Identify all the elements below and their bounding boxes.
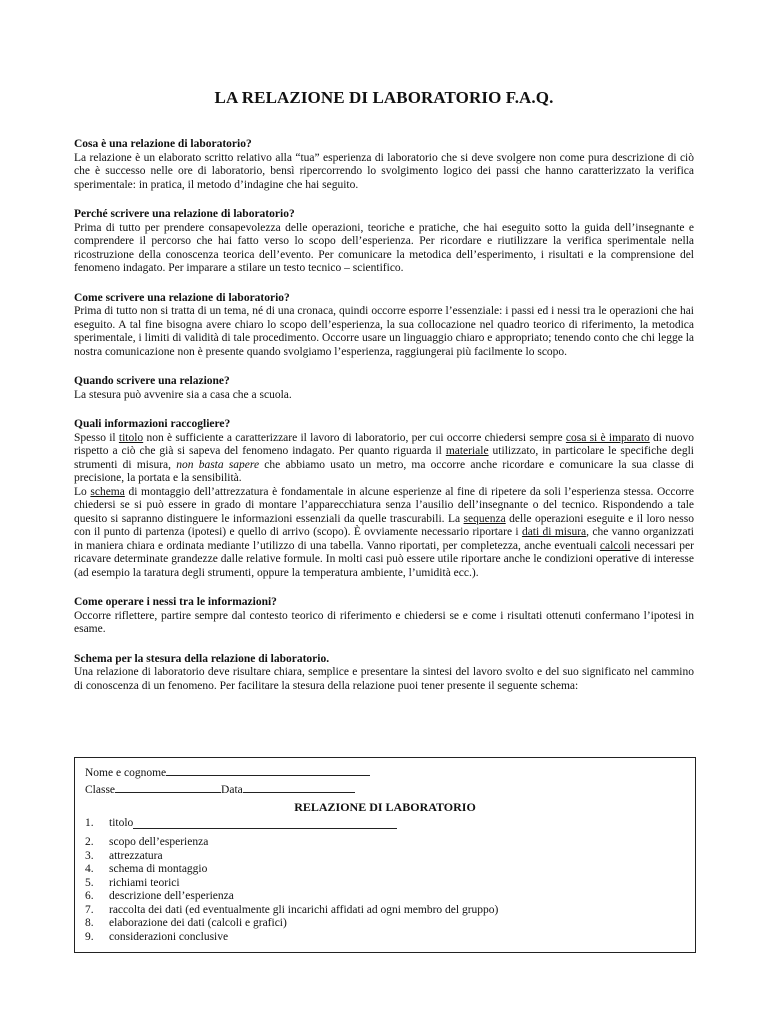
item-number: 7. bbox=[85, 903, 94, 916]
name-row bbox=[85, 764, 685, 781]
section-paragraph: La stesura può avvenire sia a casa che a scuola. bbox=[74, 388, 292, 401]
section-paragraph: Prima di tutto non si tratta di un tema, né di una cronaca, quindi occorre esporre l’essenziale: i passi ed i nessi tra le operazioni che hai eseguito. A tal fine bisogna avere chiaro lo scopo dell’esperienza, la sua collocazione nel quadro teorico di riferimento, la metodica sperimentale, i limiti di validità di tale procedimento. Occorre usare un linguaggio chiaro e appropriato; tenendo conto che chi legge la nostra comunicazione non è presente quando svolgiamo l’esperienza, raggiungerai più facilmente lo scopo. bbox=[74, 305, 694, 358]
section-heading: Quando scrivere una relazione? bbox=[74, 375, 230, 387]
item-text: scopo dell’esperienza bbox=[109, 836, 209, 848]
item-text: attrezzatura bbox=[109, 849, 163, 862]
section-paragraph: Una relazione di laboratorio deve risultare chiara, semplice e presentare la sintesi del lavoro svolto e del suo significato nel cammino di conoscenza di un fenomeno. Per facilitare la stesura della relazione puoi tener presente il seguente schema: bbox=[74, 666, 694, 692]
text-run: necessari per ricavare determinate grandezze dalle relative formule. In molti casi può essere utile riportare anche le condizioni operative di interesse (ad esempio la taratura degli strumenti, oppure la temperatura ambiente, l’umidità ecc.). bbox=[74, 539, 694, 579]
underlined-term: sequenza bbox=[463, 512, 506, 525]
list-item bbox=[85, 890, 685, 904]
list-item bbox=[85, 904, 685, 918]
underlined-term: cosa si è imparato bbox=[565, 431, 650, 444]
item-text: schema di montaggio bbox=[109, 863, 208, 875]
report-template-box bbox=[74, 757, 696, 953]
text-run: utilizzato, in particolare le specifiche degli strumenti di misura, bbox=[74, 445, 694, 471]
name-line bbox=[166, 764, 370, 776]
page-title: LA RELAZIONE DI LABORATORIO F.A.Q. bbox=[214, 88, 554, 107]
item-number: 5. bbox=[85, 876, 94, 889]
item-number: 2. bbox=[85, 836, 94, 848]
title-line bbox=[133, 817, 397, 829]
name-label: Nome e cognome bbox=[85, 767, 167, 779]
section-paragraph bbox=[74, 432, 694, 486]
text-run: di nuovo rispetto a ciò che già si sapeva del fenomeno indagato. Per quanto riguarda il bbox=[74, 431, 694, 457]
underlined-term: schema bbox=[90, 485, 125, 498]
item-number: 4. bbox=[85, 863, 94, 875]
list-item bbox=[85, 877, 685, 891]
date-label: Data bbox=[221, 783, 243, 796]
date-line bbox=[243, 781, 355, 793]
section-heading: Perché scrivere una relazione di laboratorio? bbox=[74, 208, 295, 220]
underlined-term: dati di misura bbox=[521, 526, 587, 538]
item-number: 9. bbox=[85, 930, 94, 943]
section-heading: Schema per la stesura della relazione di laboratorio. bbox=[74, 652, 330, 665]
section-heading: Come scrivere una relazione di laboratorio? bbox=[74, 291, 290, 304]
section-paragraph: La relazione è un elaborato scritto relativo alla “tua” esperienza di laboratorio che si deve svolgere non come pura descrizione di ciò che è successo nelle ore di laboratorio, bensì ripercorrendo lo svolgimento logico dei passi che hanno caratterizzato la verifica sperimentale: in pratica, il metodo d’indagine che hai seguito. bbox=[74, 151, 694, 191]
item-number: 3. bbox=[85, 849, 94, 862]
list-item bbox=[85, 917, 685, 931]
item-text: descrizione dell’esperienza bbox=[109, 890, 234, 902]
section-heading: Come operare i nessi tra le informazioni? bbox=[74, 596, 277, 608]
class-label: Classe bbox=[85, 783, 116, 796]
item-number: 6. bbox=[85, 890, 94, 902]
item-text: richiami teorici bbox=[109, 876, 180, 889]
item-text: elaborazione dei dati (calcoli e grafici) bbox=[109, 917, 287, 929]
list-item bbox=[85, 863, 685, 877]
text-run: Lo bbox=[74, 485, 91, 498]
list-item bbox=[85, 850, 685, 864]
text-run: , che vanno organizzati in maniera chiara e ordinata mediante l’utilizzo di una tabella. Vanno riportati, per completezza, anche eventuali bbox=[74, 526, 694, 552]
item-text: raccolta dei dati (ed eventualmente gli incarichi affidati ad ogni membro del gruppo) bbox=[109, 903, 499, 916]
underlined-term: titolo bbox=[118, 431, 144, 444]
item-text: titolo bbox=[109, 816, 134, 829]
item-number: 8. bbox=[85, 917, 94, 929]
underlined-term: calcoli bbox=[599, 539, 631, 552]
document-page bbox=[74, 88, 694, 709]
text-run: non è sufficiente a caratterizzare il lavoro di laboratorio, per cui occorre chiedersi sempre bbox=[143, 431, 566, 444]
section-informazioni bbox=[74, 418, 694, 580]
section-paragraph: Occorre riflettere, partire sempre dal contesto teorico di riferimento e chiedersi se e come i risultati ottenuti confermano l’ipotesi in esame. bbox=[74, 609, 694, 635]
class-date-row bbox=[85, 781, 685, 798]
outline-list bbox=[85, 817, 685, 945]
section-paragraph bbox=[74, 486, 694, 581]
section-heading: Cosa è una relazione di laboratorio? bbox=[74, 138, 252, 150]
section-come bbox=[74, 292, 694, 360]
section-heading: Quali informazioni raccogliere? bbox=[74, 418, 231, 430]
text-run: delle operazioni eseguite e il loro nesso con il punto di partenza (ipotesi) e quello di arrivo (scopo). È ovviamente necessario riportare i bbox=[74, 512, 694, 538]
section-paragraph: Prima di tutto per prendere consapevolezza delle operazioni, teoriche e pratiche, che hai eseguito sotto la guida dell’insegnante e comprendere il percorso che hai fatto verso lo scopo dell’esperienza. Per ricordare e riutilizzare la verifica sperimentale nella ricostruzione della conoscenza teorica dell’evento. Per comunicare la metodica dell’esperimento, i risultati e la comprensione del fenomeno indagato. Per imparare a stilare un testo tecnico – scientifico. bbox=[74, 221, 694, 274]
list-item bbox=[85, 817, 685, 831]
section-perche bbox=[74, 208, 694, 276]
text-run: che abbiamo usato un metro, ma occorre anche ricordare e comunicare la sua classe di precisione, la portata e la sensibilità. bbox=[74, 458, 694, 484]
list-item bbox=[85, 931, 685, 945]
section-schema bbox=[74, 653, 694, 694]
item-text: considerazioni conclusive bbox=[109, 930, 229, 943]
item-number: 1. bbox=[85, 816, 94, 829]
list-item bbox=[85, 836, 685, 850]
box-title: RELAZIONE DI LABORATORIO bbox=[294, 800, 476, 814]
underlined-term: materiale bbox=[445, 445, 489, 457]
section-quando bbox=[74, 375, 694, 402]
italic-term: non basta sapere bbox=[176, 458, 260, 471]
section-nessi bbox=[74, 596, 694, 637]
text-run: Spesso il bbox=[74, 431, 119, 444]
class-line bbox=[115, 781, 221, 793]
text-run: di montaggio dell’attrezzatura è fondamentale in alcune esperienze al fine di ripetere da soli l’esperienza stessa. Occorre chiedersi se si può essere in grado di montare l’apparecchiatura senza l’ausilio dell’insegnante o del tecnico. Rispondendo a tale quesito si sapranno distinguere le informazioni essenziali da quelle trascurabili. La bbox=[74, 485, 694, 525]
section-cosa bbox=[74, 138, 694, 192]
